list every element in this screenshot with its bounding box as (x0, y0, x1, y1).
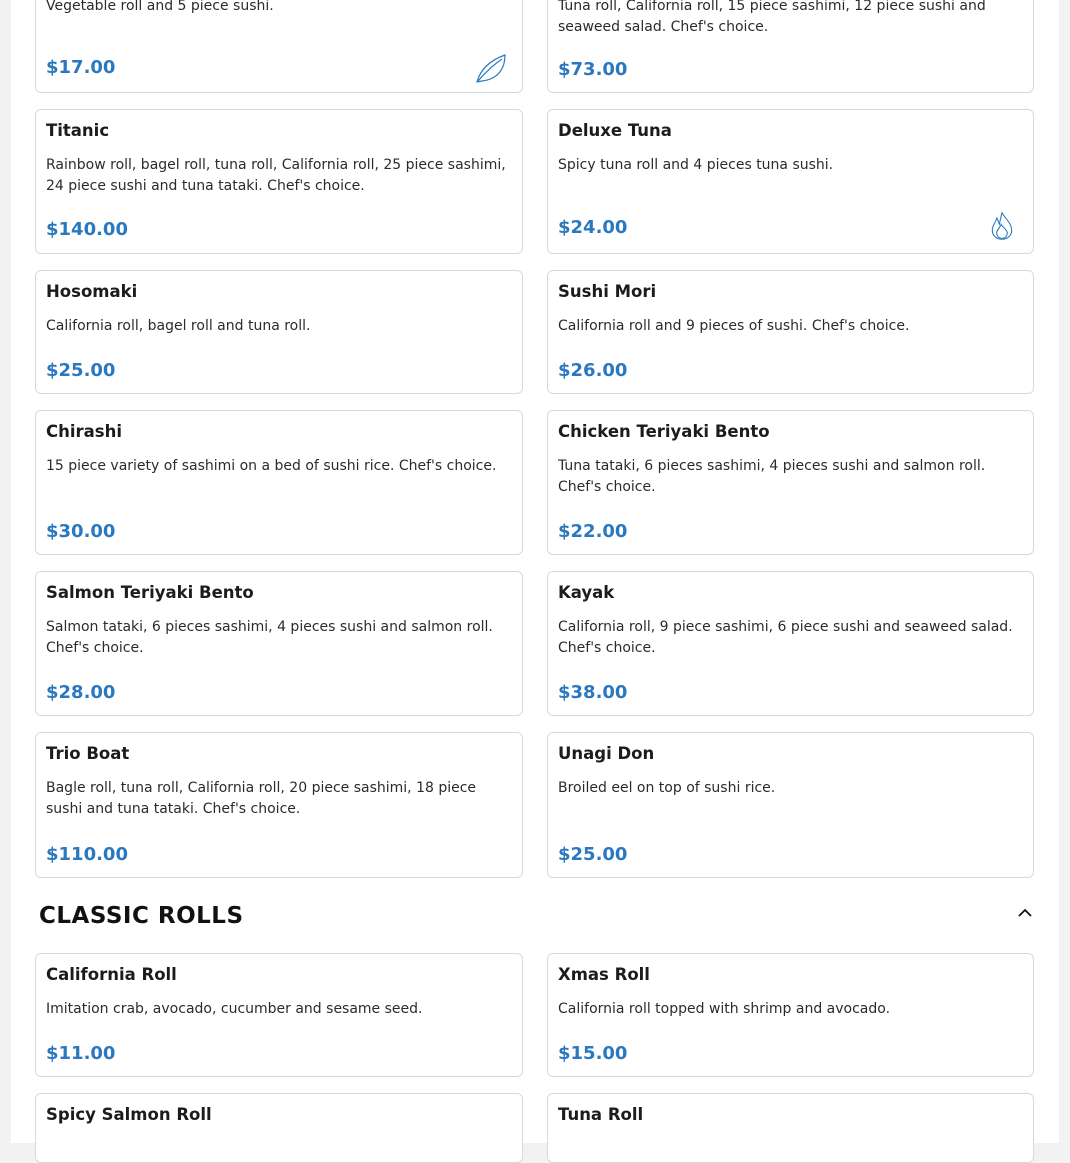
chevron-up-icon[interactable] (1014, 902, 1036, 924)
flame-icon (987, 209, 1017, 243)
item-price: $11.00 (46, 1043, 116, 1064)
item-description: Tuna roll, California roll, 15 piece sashimi, 12 piece sushi and seaweed salad. Chef's choice. (558, 0, 986, 35)
item-name: Sushi Mori (558, 282, 657, 301)
menu-item-card[interactable] (35, 571, 523, 716)
item-price: $26.00 (558, 360, 628, 381)
item-price: $30.00 (46, 521, 116, 542)
leaf-icon (474, 51, 508, 85)
menu-item-card[interactable] (35, 732, 523, 878)
item-description: Spicy tuna roll and 4 pieces tuna sushi. (558, 157, 834, 173)
item-description: Vegetable roll and 5 piece sushi. (46, 0, 274, 14)
item-description: Rainbow roll, bagel roll, tuna roll, California roll, 25 piece sashimi, 24 piece sushi and tuna tataki. Chef's choice. (46, 157, 506, 194)
item-price: $140.00 (46, 219, 128, 240)
item-price: $24.00 (558, 217, 628, 238)
item-name: California Roll (46, 965, 177, 984)
item-description: Bagle roll, tuna roll, California roll, 20 piece sashimi, 18 piece sushi and tuna tataki. Chef's choice. (46, 780, 477, 817)
menu-item-card[interactable] (35, 953, 523, 1077)
item-price: $110.00 (46, 844, 128, 865)
menu-item-card[interactable] (547, 732, 1034, 878)
item-price: $28.00 (46, 682, 116, 703)
menu-page (11, 0, 1059, 1143)
item-name: Trio Boat (46, 744, 130, 763)
item-price: $25.00 (46, 360, 116, 381)
menu-item-card[interactable] (35, 1093, 523, 1163)
menu-item-card[interactable] (35, 270, 523, 394)
menu-item-card[interactable] (547, 571, 1034, 716)
item-price: $15.00 (558, 1043, 628, 1064)
menu-item-card[interactable] (547, 0, 1034, 93)
item-description: California roll, 9 piece sashimi, 6 piece sushi and seaweed salad. Chef's choice. (558, 619, 1013, 656)
item-description: Broiled eel on top of sushi rice. (558, 780, 776, 796)
item-description: Imitation crab, avocado, cucumber and sesame seed. (46, 1001, 423, 1017)
menu-item-card[interactable] (547, 109, 1034, 254)
menu-item-card[interactable] (35, 109, 523, 254)
item-name: Titanic (46, 121, 110, 140)
item-description: California roll topped with shrimp and avocado. (558, 1001, 891, 1017)
section-title: CLASSIC ROLLS (39, 903, 244, 929)
menu-item-card[interactable] (547, 410, 1034, 555)
menu-item-card[interactable] (35, 0, 523, 93)
item-price: $25.00 (558, 844, 628, 865)
item-name: Hosomaki (46, 282, 138, 301)
item-name: Unagi Don (558, 744, 655, 763)
menu-item-card[interactable] (547, 953, 1034, 1077)
item-price: $22.00 (558, 521, 628, 542)
menu-item-card[interactable] (547, 1093, 1034, 1163)
item-name: Deluxe Tuna (558, 121, 672, 140)
item-description: Salmon tataki, 6 pieces sashimi, 4 pieces sushi and salmon roll. Chef's choice. (46, 619, 493, 656)
item-name: Xmas Roll (558, 965, 650, 984)
item-price: $73.00 (558, 59, 628, 80)
menu-item-card[interactable] (547, 270, 1034, 394)
item-name: Chirashi (46, 422, 123, 441)
item-price: $38.00 (558, 682, 628, 703)
item-description: 15 piece variety of sashimi on a bed of sushi rice. Chef's choice. (46, 458, 497, 474)
item-name: Spicy Salmon Roll (46, 1105, 212, 1124)
item-name: Salmon Teriyaki Bento (46, 583, 254, 602)
item-name: Chicken Teriyaki Bento (558, 422, 770, 441)
item-price: $17.00 (46, 57, 116, 78)
item-description: Tuna tataki, 6 pieces sashimi, 4 pieces sushi and salmon roll. Chef's choice. (558, 458, 986, 495)
item-description: California roll and 9 pieces of sushi. Chef's choice. (558, 318, 910, 334)
item-name: Tuna Roll (558, 1105, 644, 1124)
item-name: Kayak (558, 583, 615, 602)
item-description: California roll, bagel roll and tuna roll. (46, 318, 311, 334)
menu-item-card[interactable] (35, 410, 523, 555)
